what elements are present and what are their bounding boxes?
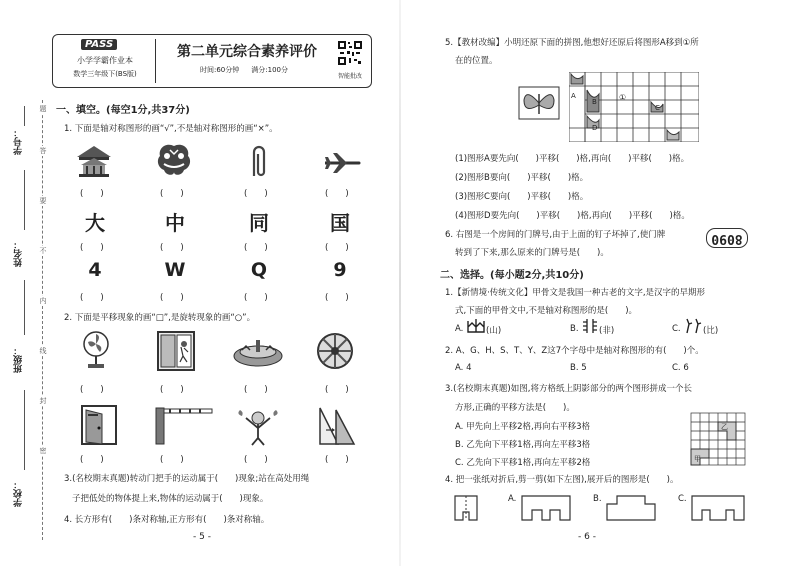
student-id-label: 学号：	[14, 128, 24, 155]
airplane-icon	[323, 150, 361, 176]
letter-9: 9	[333, 259, 347, 281]
option-a-text: (山)	[486, 326, 502, 336]
char-tong: 同	[249, 211, 269, 235]
answer-paren[interactable]: ( )	[325, 243, 349, 253]
pavilion-icon	[73, 144, 115, 178]
answer-paren[interactable]: ( )	[325, 293, 349, 303]
section-fill-blank: 一、填空。(每空1分,共37分)	[56, 105, 190, 116]
question-3-line2: 子把低处的物体提上来,物体的运动属于( )现象。	[72, 494, 269, 504]
letter-4: 4	[88, 259, 102, 281]
triangle-ruler-icon	[316, 404, 358, 446]
question-5-line1: 5.【教材改编】小明还原下面的拼图,他想好还原后将图形A移到①所	[445, 38, 699, 48]
exam-title: 第二单元综合素养评价	[177, 44, 317, 60]
name-label: 姓名：	[14, 240, 24, 267]
full-score: 满分:100分	[251, 66, 288, 74]
choice-1-line2: 式,下面的甲骨文中,不是轴对称图形的是( )。	[455, 306, 638, 316]
translation-grid	[569, 72, 699, 142]
option-b-label[interactable]: B.	[570, 324, 579, 334]
answer-paren[interactable]: ( )	[160, 385, 184, 395]
cut-word: 答	[39, 147, 47, 155]
oracle-fei-icon	[582, 318, 598, 334]
cut-word: 要	[39, 197, 47, 205]
answer-paren[interactable]: ( )	[325, 385, 349, 395]
fill-line	[24, 170, 25, 230]
option-b-shape	[605, 494, 657, 522]
answer-paren[interactable]: ( )	[160, 243, 184, 253]
merry-go-round-icon	[232, 336, 284, 368]
fill-line	[24, 106, 25, 126]
door-plate: 8090	[706, 228, 748, 248]
choice-2-option-a[interactable]: A. 4	[455, 363, 472, 373]
paper-cut-icon	[152, 142, 196, 178]
question-6-line1: 6. 右图是一个房间的门牌号,由于上面的钉子坏掉了,使门牌	[445, 230, 666, 240]
cut-word: 不	[39, 247, 47, 255]
choice-2-option-b[interactable]: B. 5	[570, 363, 587, 373]
option-a-label[interactable]: A.	[455, 324, 464, 334]
divider	[155, 39, 156, 83]
choice-3-line1: 3.(名校期末真题)如图,将方格纸上阴影部分的两个图形拼成一个长	[445, 384, 692, 394]
exam-meta	[159, 65, 329, 75]
answer-paren[interactable]: ( )	[80, 189, 104, 199]
answer-paren[interactable]: ( )	[244, 455, 268, 465]
option-c-text: (比)	[703, 326, 719, 336]
fan-icon	[80, 330, 112, 370]
juggler-icon	[232, 404, 284, 446]
page-number-left: - 5 -	[193, 532, 211, 542]
choice-3-line2: 方形,正确的平移方法是( )。	[455, 403, 575, 413]
fill-line	[24, 280, 25, 335]
grid-label-d: D	[592, 124, 598, 132]
fill-line	[24, 390, 25, 470]
question-5-4: (4)图形D要先向( )平移( )格,再向( )平移( )格。	[455, 211, 690, 221]
school-label: 学校：	[14, 480, 24, 507]
question-5-1: (1)图形A要先向( )平移( )格,再向( )平移( )格。	[455, 154, 690, 164]
time-limit: 时间:60分钟	[200, 66, 240, 74]
page-number-right: - 6 -	[578, 532, 596, 542]
question-6-line2: 转到了下来,那么原来的门牌号是( )。	[455, 248, 609, 258]
answer-paren[interactable]: ( )	[244, 189, 268, 199]
grade-label: 数学三年级下(BS版)	[73, 70, 137, 78]
brand-name: 小学学霸作业本	[77, 56, 133, 65]
answer-paren[interactable]: ( )	[160, 189, 184, 199]
oracle-mountain-icon	[467, 319, 485, 333]
answer-paren[interactable]: ( )	[160, 293, 184, 303]
answer-paren[interactable]: ( )	[160, 455, 184, 465]
wheel-icon	[316, 332, 354, 370]
pass-logo: PASS	[81, 39, 117, 50]
cut-line	[42, 100, 43, 540]
page-fold	[399, 0, 401, 566]
choice-4-option-a[interactable]: A.	[508, 494, 517, 504]
choice-3-option-c[interactable]: C. 乙先向下平移1格,再向左平移2格	[455, 458, 591, 468]
cut-word: 题	[39, 105, 47, 113]
window-icon	[156, 330, 196, 372]
answer-paren[interactable]: ( )	[244, 293, 268, 303]
option-b-text: (非)	[599, 326, 615, 336]
answer-paren[interactable]: ( )	[80, 455, 104, 465]
answer-paren[interactable]: ( )	[325, 189, 349, 199]
letter-q: Q	[250, 259, 268, 281]
cut-word: 密	[39, 447, 47, 455]
letter-w: W	[164, 259, 186, 281]
class-label: 班级：	[14, 346, 24, 373]
option-c-shape	[690, 494, 746, 522]
char-guo: 国	[330, 211, 350, 235]
cut-word: 封	[39, 397, 47, 405]
door-icon	[80, 404, 120, 446]
answer-paren[interactable]: ( )	[80, 293, 104, 303]
option-a-shape	[520, 494, 572, 522]
qr-code-icon[interactable]	[337, 40, 363, 66]
answer-paren[interactable]: ( )	[80, 385, 104, 395]
choice-4-option-b[interactable]: B.	[593, 494, 602, 504]
answer-paren[interactable]: ( )	[80, 243, 104, 253]
grid-label-a: A	[571, 92, 576, 100]
choice-3-option-a[interactable]: A. 甲先向上平移2格,再向右平移3格	[455, 422, 591, 432]
oracle-bi-icon	[684, 318, 702, 334]
question-3-line1: 3.(名校期末真题)转动门把手的运动属于( )现象;站在高处用绳	[64, 474, 310, 484]
qr-label: 智能批改	[337, 73, 362, 80]
answer-paren[interactable]: ( )	[244, 243, 268, 253]
choice-2: 2. A、G、H、S、T、Y、Z这7个字母中是轴对称图形的有( )个。	[445, 346, 704, 356]
question-1: 1. 下面是轴对称图形的画“√”,不是轴对称图形的画“×”。	[64, 124, 278, 134]
choice-1-line1: 1.【新情境·传统文化】甲骨文是我国一种古老的文字,是汉字的早期形	[445, 288, 706, 298]
shape-yi-label: 乙	[721, 423, 728, 431]
cut-word: 内	[39, 297, 47, 305]
paperclip-icon	[246, 144, 272, 180]
grid-label-b: B	[592, 98, 597, 106]
question-2: 2. 下面是平移现象的画“□”,是旋转现象的画“○”。	[64, 313, 256, 323]
choice-3-option-b[interactable]: B. 乙先向下平移1格,再向左平移3格	[455, 440, 591, 450]
grid-label-c: C	[655, 104, 660, 112]
option-c-label[interactable]: C.	[672, 324, 681, 334]
exam-header	[52, 34, 372, 88]
grid-label-target: ①	[619, 93, 627, 102]
question-5-3: (3)图形C要向( )平移( )格。	[455, 192, 589, 202]
choice-4: 4. 把一张纸对折后,剪一剪(如下左图),展开后的图形是( )。	[445, 475, 679, 485]
binding-strip	[10, 100, 50, 540]
answer-paren[interactable]: ( )	[325, 455, 349, 465]
question-4: 4. 长方形有( )条对称轴,正方形有( )条对称轴。	[64, 515, 270, 525]
cut-word: 线	[39, 347, 47, 355]
choice-2-option-c[interactable]: C. 6	[672, 363, 689, 373]
section-choice: 二、选择。(每小题2分,共10分)	[440, 270, 584, 281]
choice-4-option-c[interactable]: C.	[678, 494, 687, 504]
answer-paren[interactable]: ( )	[244, 385, 268, 395]
char-zhong: 中	[165, 211, 185, 235]
question-5-line2: 在的位置。	[455, 56, 498, 66]
butterfly-picture	[518, 86, 560, 120]
shape-jia-label: 甲	[694, 455, 701, 463]
folded-paper-figure	[453, 494, 479, 522]
question-5-2: (2)图形B要向( )平移( )格。	[455, 173, 589, 183]
char-da: 大	[85, 211, 105, 235]
barrier-gate-icon	[152, 404, 214, 446]
